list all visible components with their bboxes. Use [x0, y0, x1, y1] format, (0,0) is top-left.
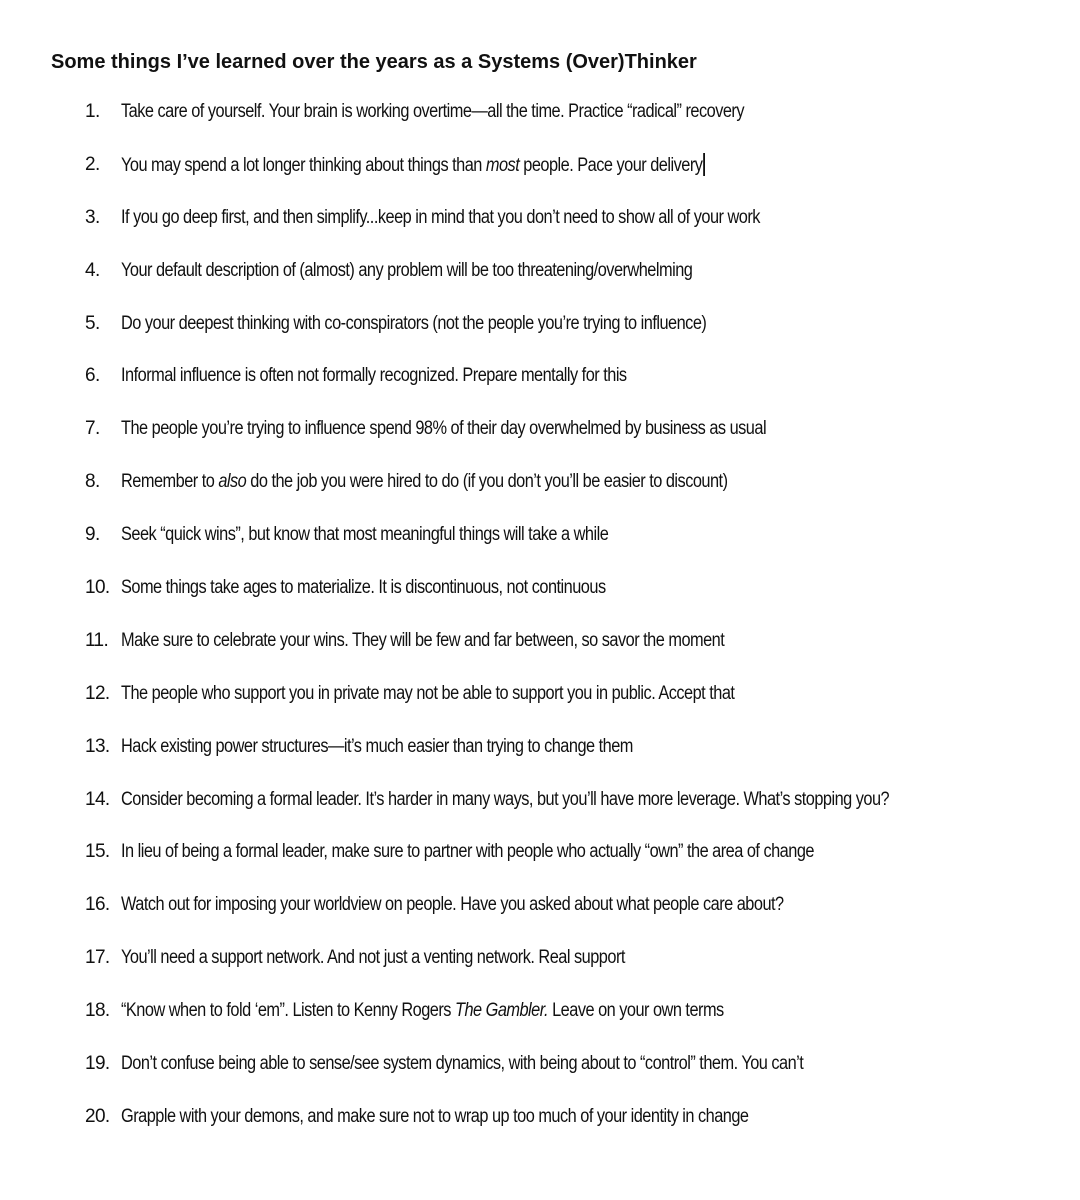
list-item-number: 7. [85, 418, 100, 440]
document-title: Some things I’ve learned over the years as a Systems (Over)Thinker [51, 51, 697, 73]
list-item-text[interactable] [121, 312, 706, 336]
list-item [0, 572, 1080, 625]
list-item [0, 360, 1080, 413]
list-item-text[interactable] [121, 153, 705, 178]
italic-text: also [218, 471, 247, 493]
list-item-text[interactable] [121, 100, 744, 124]
list-item-text[interactable] [121, 576, 606, 600]
list-item-number: 14. [85, 788, 110, 810]
list-item-number: 20. [85, 1105, 110, 1127]
list-item-number: 8. [85, 471, 100, 493]
list-item-number: 16. [85, 894, 110, 916]
list-item-text[interactable] [121, 946, 625, 970]
list-item-text[interactable] [121, 682, 734, 706]
list-item-text[interactable] [121, 893, 784, 917]
lessons-list [0, 96, 1080, 1154]
list-item-text[interactable] [121, 788, 889, 812]
list-item [0, 255, 1080, 308]
list-item [0, 308, 1080, 361]
list-item-number: 11. [85, 629, 109, 651]
list-item-text[interactable] [121, 735, 633, 759]
list-item-text[interactable] [121, 470, 728, 494]
text-segment: Informal influence is often not formally recognized. Prepare mentally for this [121, 365, 627, 387]
list-item [0, 942, 1080, 995]
text-segment: Do your deepest thinking with co-conspirators (not the people you’re trying to influence) [121, 312, 707, 334]
list-item-number: 15. [85, 841, 110, 863]
text-segment: Your default description of (almost) any problem will be too threatening/overwhelming [121, 259, 693, 281]
text-segment: The people you’re trying to influence spend 98% of their day overwhelmed by business as usual [121, 418, 767, 440]
text-segment: You’ll need a support network. And not just a venting network. Real support [121, 947, 625, 969]
list-item-number: 3. [85, 206, 100, 228]
text-segment: do the job you were hired to do (if you don’t you’ll be easier to discount) [246, 471, 728, 493]
text-segment: Leave on your own terms [548, 1000, 724, 1022]
list-item-text[interactable] [121, 1105, 749, 1129]
text-segment: If you go deep first, and then simplify...keep in mind that you don’t need to show all of your work [121, 206, 760, 228]
italic-text: most [485, 154, 520, 176]
list-item-number: 12. [85, 682, 110, 704]
text-segment: Hack existing power structures—it’s much easier than trying to change them [121, 735, 633, 757]
list-item [0, 96, 1080, 149]
text-segment: Grapple with your demons, and make sure not to wrap up too much of your identity in change [121, 1105, 749, 1127]
text-segment: Seek “quick wins”, but know that most meaningful things will take a while [121, 524, 609, 546]
list-item [0, 836, 1080, 889]
list-item-number: 19. [85, 1053, 110, 1075]
list-item-text[interactable] [121, 417, 766, 441]
text-segment: Make sure to celebrate your wins. They will be few and far between, so savor the moment [121, 629, 725, 651]
list-item [0, 995, 1080, 1048]
list-item-text[interactable] [121, 206, 760, 230]
list-item [0, 413, 1080, 466]
list-item [0, 889, 1080, 942]
list-item-text[interactable] [121, 999, 724, 1023]
list-item-number: 9. [85, 524, 100, 546]
text-segment: You may spend a lot longer thinking about things than [121, 154, 486, 176]
text-cursor [703, 153, 705, 176]
list-item-text[interactable] [121, 840, 814, 864]
text-segment: Take care of yourself. Your brain is working overtime—all the time. Practice “radical” recovery [121, 101, 745, 122]
list-item-text[interactable] [121, 364, 627, 388]
list-item [0, 625, 1080, 678]
text-segment: Don’t confuse being able to sense/see system dynamics, with being about to “control” them. You can’t [121, 1053, 804, 1075]
list-item [0, 466, 1080, 519]
list-item-number: 5. [85, 312, 100, 334]
text-segment: In lieu of being a formal leader, make sure to partner with people who actually “own” the area of change [121, 841, 814, 863]
text-segment: people. Pace your delivery [519, 154, 703, 176]
list-item [0, 202, 1080, 255]
list-item [0, 784, 1080, 837]
list-item [0, 149, 1080, 202]
list-item-number: 2. [85, 153, 100, 175]
list-item-number: 1. [85, 101, 100, 122]
list-item-text[interactable] [121, 523, 608, 547]
text-segment: Watch out for imposing your worldview on people. Have you asked about what people care about? [121, 894, 784, 916]
text-segment: The people who support you in private may not be able to support you in public. Accept that [121, 682, 735, 704]
text-segment: Some things take ages to materialize. It is discontinuous, not continuous [121, 577, 606, 599]
list-item-number: 6. [85, 365, 100, 387]
text-segment: Remember to [121, 471, 219, 493]
list-item-number: 18. [85, 1000, 110, 1022]
list-item [0, 519, 1080, 572]
list-item-number: 17. [85, 947, 110, 969]
list-item [0, 1101, 1080, 1154]
list-item-number: 10. [85, 577, 110, 599]
text-segment: “Know when to fold ‘em”. Listen to Kenny Rogers [121, 1000, 455, 1022]
list-item-text[interactable] [121, 629, 724, 653]
list-item [0, 731, 1080, 784]
list-item-text[interactable] [121, 259, 692, 283]
list-item-text[interactable] [121, 1052, 803, 1076]
italic-text: The Gambler. [454, 1000, 549, 1022]
text-segment: Consider becoming a formal leader. It’s harder in many ways, but you’ll have more leverage. What’s stopping you? [121, 788, 890, 810]
list-item-number: 13. [85, 735, 110, 757]
list-item [0, 1048, 1080, 1101]
list-item [0, 678, 1080, 731]
list-item-number: 4. [85, 259, 100, 281]
